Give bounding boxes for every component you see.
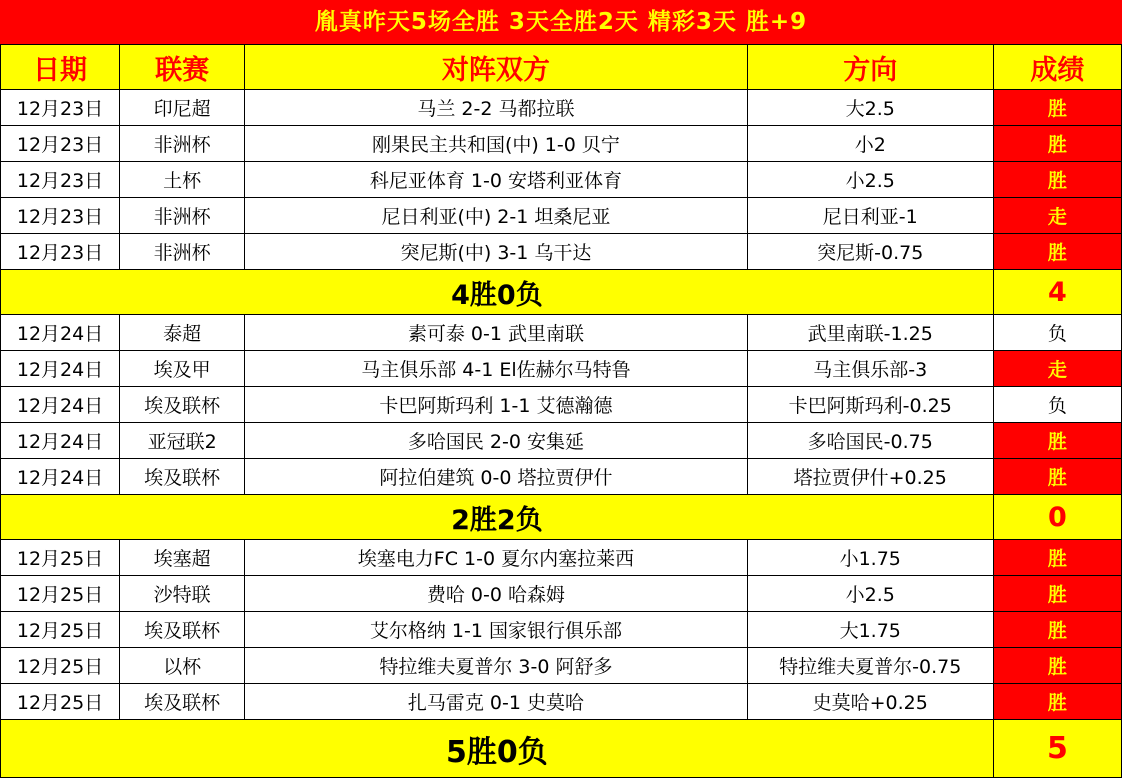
cell-date: 12月24日 — [1, 315, 120, 351]
cell-direction: 小1.75 — [747, 540, 993, 576]
table-row — [1, 423, 1122, 459]
table-body — [1, 45, 1122, 778]
final-summary-row — [1, 720, 1122, 778]
cell-result: 胜 — [993, 459, 1121, 495]
cell-direction: 马主俱乐部-3 — [747, 351, 993, 387]
cell-league: 埃塞超 — [120, 540, 245, 576]
cell-match: 尼日利亚(中) 2-1 坦桑尼亚 — [245, 198, 747, 234]
cell-match: 费哈 0-0 哈森姆 — [245, 576, 747, 612]
cell-match: 特拉维夫夏普尔 3-0 阿舒多 — [245, 648, 747, 684]
cell-date: 12月25日 — [1, 540, 120, 576]
table-row — [1, 126, 1122, 162]
cell-date: 12月23日 — [1, 126, 120, 162]
cell-match: 扎马雷克 0-1 史莫哈 — [245, 684, 747, 720]
column-header-match: 对阵双方 — [245, 45, 747, 90]
cell-direction: 突尼斯-0.75 — [747, 234, 993, 270]
cell-direction: 特拉维夫夏普尔-0.75 — [747, 648, 993, 684]
cell-result: 胜 — [993, 162, 1121, 198]
table-row — [1, 234, 1122, 270]
cell-date: 12月25日 — [1, 612, 120, 648]
table-row — [1, 315, 1122, 351]
cell-direction: 武里南联-1.25 — [747, 315, 993, 351]
cell-league: 埃及联杯 — [120, 459, 245, 495]
cell-direction: 塔拉贾伊什+0.25 — [747, 459, 993, 495]
cell-match: 刚果民主共和国(中) 1-0 贝宁 — [245, 126, 747, 162]
cell-direction: 卡巴阿斯玛利-0.25 — [747, 387, 993, 423]
cell-date: 12月25日 — [1, 648, 120, 684]
cell-match: 马兰 2-2 马都拉联 — [245, 90, 747, 126]
summary-count: 5 — [993, 720, 1121, 778]
cell-date: 12月23日 — [1, 198, 120, 234]
column-header-direction: 方向 — [747, 45, 993, 90]
cell-direction: 小2.5 — [747, 576, 993, 612]
cell-date: 12月24日 — [1, 351, 120, 387]
table-row — [1, 162, 1122, 198]
cell-league: 埃及联杯 — [120, 387, 245, 423]
cell-result: 胜 — [993, 126, 1121, 162]
cell-match: 多哈国民 2-0 安集延 — [245, 423, 747, 459]
summary-count: 0 — [993, 495, 1121, 540]
cell-direction: 小2 — [747, 126, 993, 162]
cell-result: 胜 — [993, 612, 1121, 648]
cell-date: 12月24日 — [1, 423, 120, 459]
table-row — [1, 612, 1122, 648]
table-header-row — [1, 45, 1122, 90]
cell-result: 胜 — [993, 234, 1121, 270]
cell-league: 泰超 — [120, 315, 245, 351]
cell-date: 12月23日 — [1, 234, 120, 270]
cell-result: 负 — [993, 315, 1121, 351]
cell-league: 印尼超 — [120, 90, 245, 126]
column-header-league: 联赛 — [120, 45, 245, 90]
cell-result: 胜 — [993, 576, 1121, 612]
cell-result: 胜 — [993, 90, 1121, 126]
cell-result: 负 — [993, 387, 1121, 423]
cell-direction: 尼日利亚-1 — [747, 198, 993, 234]
summary-label: 4胜0负 — [1, 270, 994, 315]
table-row — [1, 540, 1122, 576]
table-row — [1, 387, 1122, 423]
cell-match: 科尼亚体育 1-0 安塔利亚体育 — [245, 162, 747, 198]
column-header-result: 成绩 — [993, 45, 1121, 90]
cell-result: 胜 — [993, 540, 1121, 576]
cell-result: 胜 — [993, 648, 1121, 684]
table-row — [1, 198, 1122, 234]
cell-match: 艾尔格纳 1-1 国家银行俱乐部 — [245, 612, 747, 648]
cell-league: 以杯 — [120, 648, 245, 684]
summary-count: 4 — [993, 270, 1121, 315]
table-row — [1, 684, 1122, 720]
results-table — [0, 44, 1122, 778]
cell-direction: 史莫哈+0.25 — [747, 684, 993, 720]
cell-league: 非洲杯 — [120, 234, 245, 270]
cell-league: 埃及甲 — [120, 351, 245, 387]
cell-date: 12月25日 — [1, 576, 120, 612]
cell-result: 走 — [993, 198, 1121, 234]
table-row — [1, 90, 1122, 126]
cell-match: 卡巴阿斯玛利 1-1 艾德瀚德 — [245, 387, 747, 423]
cell-match: 埃塞电力FC 1-0 夏尔内塞拉莱西 — [245, 540, 747, 576]
summary-label: 2胜2负 — [1, 495, 994, 540]
summary-row — [1, 270, 1122, 315]
cell-league: 沙特联 — [120, 576, 245, 612]
table-row — [1, 576, 1122, 612]
cell-league: 非洲杯 — [120, 198, 245, 234]
cell-match: 马主俱乐部 4-1 El佐赫尔马特鲁 — [245, 351, 747, 387]
cell-date: 12月23日 — [1, 162, 120, 198]
cell-direction: 多哈国民-0.75 — [747, 423, 993, 459]
cell-match: 突尼斯(中) 3-1 乌干达 — [245, 234, 747, 270]
cell-league: 亚冠联2 — [120, 423, 245, 459]
cell-date: 12月23日 — [1, 90, 120, 126]
table-row — [1, 648, 1122, 684]
cell-date: 12月24日 — [1, 387, 120, 423]
summary-label: 5胜0负 — [1, 720, 994, 778]
cell-direction: 大2.5 — [747, 90, 993, 126]
cell-match: 阿拉伯建筑 0-0 塔拉贾伊什 — [245, 459, 747, 495]
cell-direction: 大1.75 — [747, 612, 993, 648]
cell-match: 素可泰 0-1 武里南联 — [245, 315, 747, 351]
cell-league: 埃及联杯 — [120, 612, 245, 648]
column-header-date: 日期 — [1, 45, 120, 90]
cell-league: 非洲杯 — [120, 126, 245, 162]
cell-date: 12月24日 — [1, 459, 120, 495]
cell-result: 走 — [993, 351, 1121, 387]
table-row — [1, 459, 1122, 495]
cell-date: 12月25日 — [1, 684, 120, 720]
banner-title: 胤真昨天5场全胜 3天全胜2天 精彩3天 胜+9 — [0, 0, 1122, 44]
cell-direction: 小2.5 — [747, 162, 993, 198]
cell-result: 胜 — [993, 684, 1121, 720]
cell-league: 埃及联杯 — [120, 684, 245, 720]
cell-result: 胜 — [993, 423, 1121, 459]
cell-league: 土杯 — [120, 162, 245, 198]
table-row — [1, 351, 1122, 387]
summary-row — [1, 495, 1122, 540]
